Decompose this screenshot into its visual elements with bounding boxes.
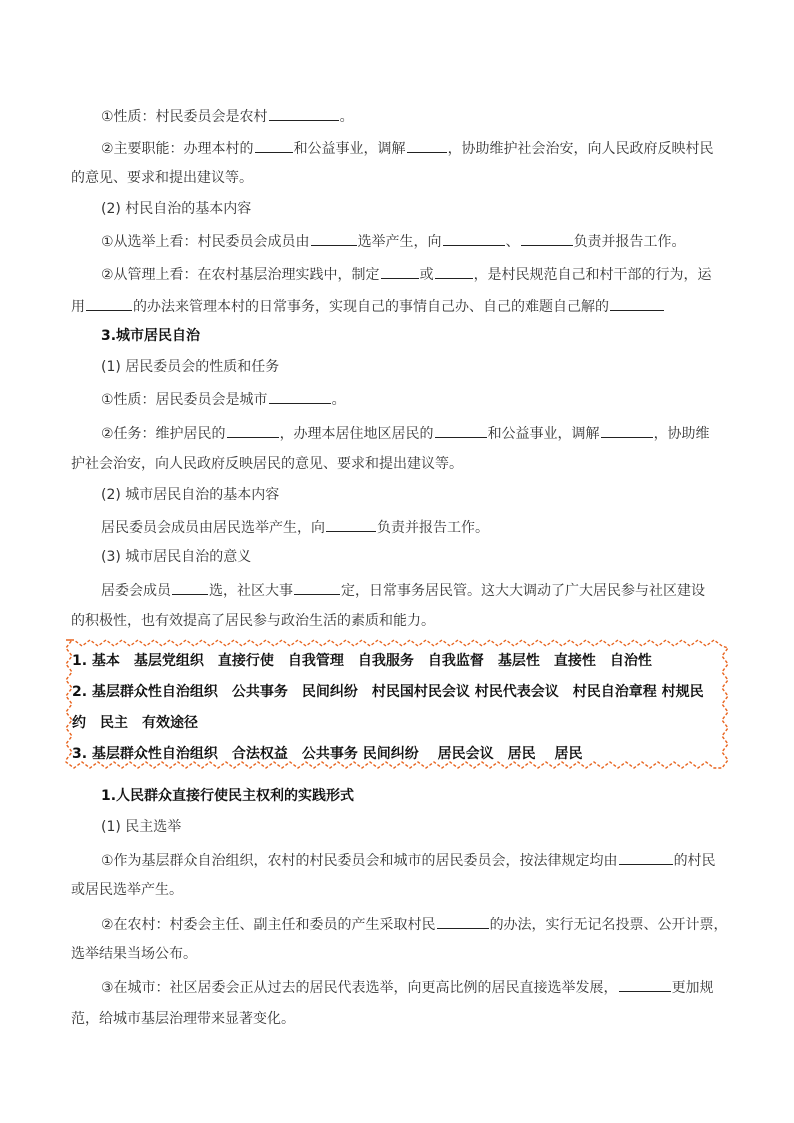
- blank[interactable]: [619, 850, 673, 865]
- blank[interactable]: [294, 580, 340, 595]
- city-nature-line: ①性质：居民委员会是城市 。: [0, 389, 794, 409]
- subheading-democratic-election: (1) 民主选举: [101, 819, 182, 835]
- blank[interactable]: [381, 264, 419, 279]
- blank[interactable]: [255, 138, 293, 153]
- blank[interactable]: [86, 296, 132, 311]
- city-task-line-2: 护社会治安，向人民政府反映居民的意见、要求和提出建议等。: [71, 456, 463, 472]
- blank[interactable]: [435, 264, 473, 279]
- subheading-city-nature: (1) 居民委员会的性质和任务: [101, 359, 280, 375]
- subheading-city-meaning: (3) 城市居民自治的意义: [101, 549, 252, 565]
- election-para-3-line-1: ③在城市：社区居委会正从过去的居民代表选举，向更高比例的居民直接选举发展， 更加规: [0, 977, 794, 997]
- election-para-1-line-1: ①作为基层群众自治组织，农村的村民委员会和城市的居民委员会，按法律规定均由 的村民: [0, 850, 794, 870]
- election-para-2-line-2: 选举结果当场公布。: [71, 946, 197, 962]
- blank[interactable]: [269, 106, 339, 121]
- blank[interactable]: [437, 914, 489, 929]
- blank[interactable]: [311, 231, 357, 246]
- answer-line-4: 3. 基层群众性自治组织 合法权益 公共事务 民间纠纷 居民会议 居民 居民: [72, 746, 583, 762]
- village-duty-line-2: 的意见、要求和提出建议等。: [71, 170, 253, 186]
- blank[interactable]: [269, 389, 331, 404]
- answer-line-2: 2. 基层群众性自治组织 公共事务 民间纠纷 村民国村民会议 村民代表会议 村民自治章程 村规民: [72, 684, 704, 700]
- election-para-2-line-1: ②在农村：村委会主任、副主任和委员的产生采取村民 的办法，实行无记名投票、公开计票，: [0, 914, 794, 934]
- blank[interactable]: [326, 517, 376, 532]
- village-elect-line: ①从选举上看：村民委员会成员由 选举产生，向 、 负责并报告工作。: [0, 231, 794, 251]
- city-task-line-1: ②任务：维护居民的 ，办理本居住地区居民的 和公益事业，调解 ，协助维: [0, 423, 794, 443]
- blank[interactable]: [521, 231, 573, 246]
- village-manage-line-1: ②从管理上看：在农村基层治理实践中，制定 或 ，是村民规范自己和村干部的行为，运: [0, 264, 794, 284]
- blank[interactable]: [227, 423, 279, 438]
- village-manage-line-2: 用 的办法来管理本村的日常事务，实现自己的事情自己办、自己的难题自己解的: [0, 296, 794, 316]
- city-meaning-line-1: 居委会成员 选，社区大事 定，日常事务居民管。这大大调动了广大居民参与社区建设: [0, 580, 794, 600]
- answer-line-3: 约 民主 有效途径: [72, 715, 198, 731]
- blank[interactable]: [601, 423, 653, 438]
- city-meaning-line-2: 的积极性，也有效提高了居民参与政治生活的素质和能力。: [71, 613, 435, 629]
- election-para-3-line-2: 范，给城市基层治理带来显著变化。: [71, 1011, 295, 1027]
- section-heading-city: 3.城市居民自治: [101, 328, 201, 344]
- election-para-1-line-2: 或居民选举产生。: [71, 882, 183, 898]
- subheading-city-basic: (2) 城市居民自治的基本内容: [101, 487, 280, 503]
- blank[interactable]: [172, 580, 208, 595]
- blank[interactable]: [435, 423, 487, 438]
- section-heading-practice: 1.人民群众直接行使民主权利的实践形式: [101, 788, 355, 804]
- answer-line-1: 1. 基本 基层党组织 直接行使 自我管理 自我服务 自我监督 基层性 直接性 自治性: [72, 653, 652, 669]
- village-duty-line-1: ②主要职能：办理本村的 和公益事业，调解 ，协助维护社会治安，向人民政府反映村民: [0, 138, 794, 158]
- village-nature-line: ①性质：村民委员会是农村 。: [0, 106, 794, 126]
- subheading-village-basic: (2) 村民自治的基本内容: [101, 201, 252, 217]
- blank[interactable]: [407, 138, 447, 153]
- blank[interactable]: [619, 977, 671, 992]
- city-basic-line: 居民委员会成员由居民选举产生，向 负责并报告工作。: [0, 517, 794, 537]
- blank[interactable]: [443, 231, 505, 246]
- blank[interactable]: [610, 296, 664, 311]
